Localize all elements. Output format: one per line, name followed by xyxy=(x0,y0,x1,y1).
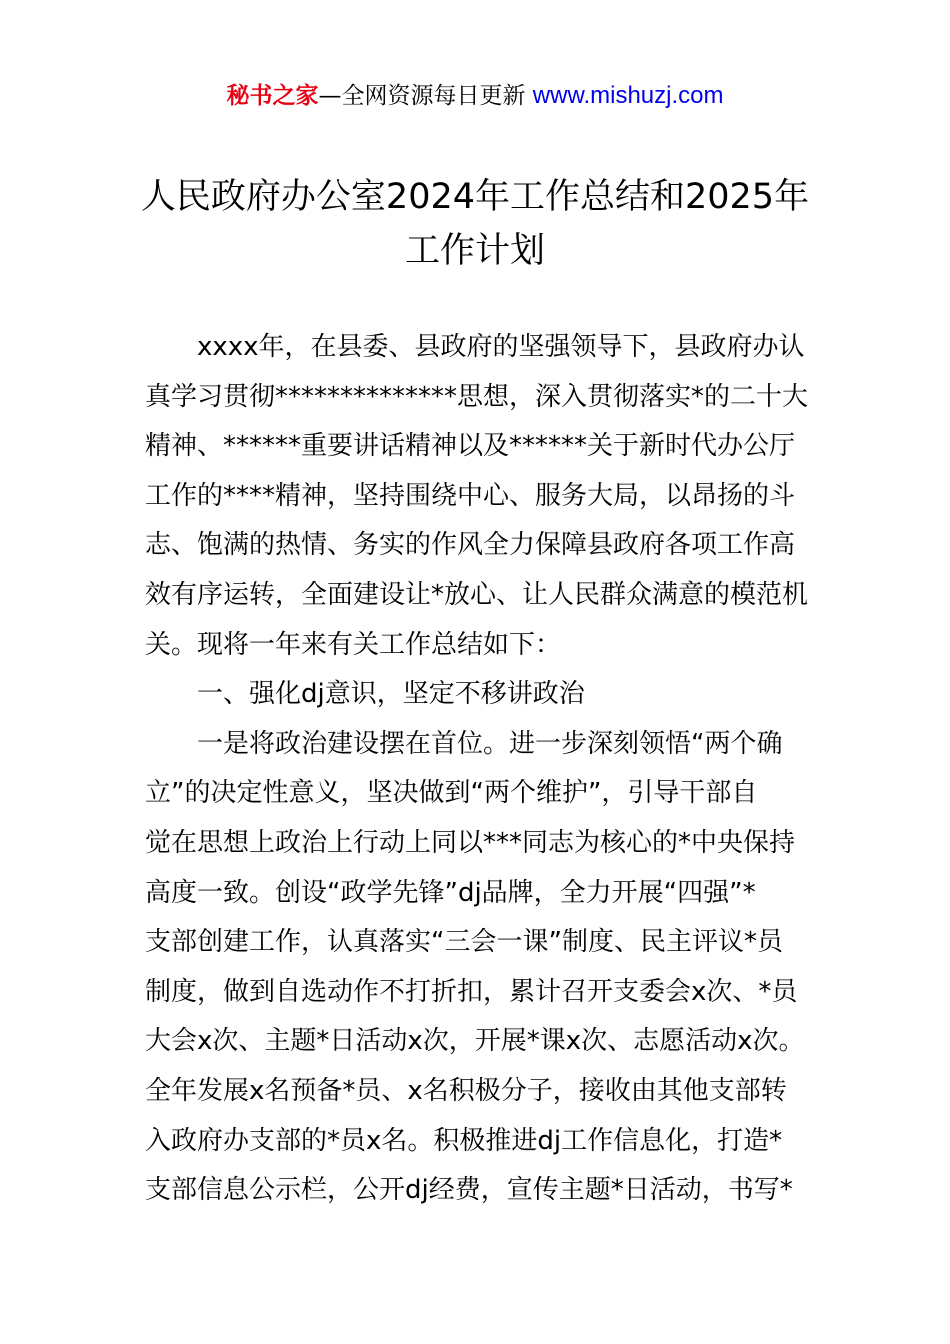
body-line: 一是将政治建设摆在首位。进一步深刻领悟“两个确 xyxy=(197,728,783,759)
body-line: 入政府办支部的*员x名。积极推进dj工作信息化，打造* xyxy=(145,1125,783,1156)
body-line: 制度，做到自选动作不打折扣，累计召开支委会x次、*员 xyxy=(145,976,798,1007)
body-line: 精神、******重要讲话精神以及******关于新时代办公厅 xyxy=(145,431,796,462)
body-line: 真学习贯彻**************思想，深入贯彻落实*的二十大 xyxy=(145,381,809,412)
site-banner xyxy=(0,78,950,114)
site-url-link[interactable]: www.mishuzj.com xyxy=(532,82,724,109)
document-body xyxy=(145,323,825,1216)
banner-tagline: 全网资源每日更新 xyxy=(341,83,533,109)
body-line: 支部信息公示栏，公开dj经费，宣传主题*日活动，书写* xyxy=(145,1175,793,1206)
banner-separator: — xyxy=(318,83,342,109)
body-line: 支部创建工作，认真落实“三会一课”制度、民主评议*员 xyxy=(145,927,783,958)
document-title xyxy=(120,170,830,278)
body-line: 效有序运转，全面建设让*放心、让人民群众满意的模范机 xyxy=(145,579,809,610)
document-title-line: 工作计划 xyxy=(404,231,545,271)
site-brand-name: 秘书之家 xyxy=(226,83,319,109)
section-heading: 一、强化dj意识，坚定不移讲政治 xyxy=(197,679,585,710)
body-line: 工作的****精神，坚持围绕中心、服务大局，以昂扬的斗 xyxy=(145,480,796,511)
body-line: 关。现将一年来有关工作总结如下： xyxy=(145,629,562,660)
body-line: xxxx年，在县委、县政府的坚强领导下，县政府办认 xyxy=(197,332,805,362)
body-line: 觉在思想上政治上行动上同以***同志为核心的*中央保持 xyxy=(145,827,796,858)
body-line: 立”的决定性意义，坚决做到“两个维护”，引导干部自 xyxy=(145,778,758,809)
body-line: 志、饱满的热情、务实的作风全力保障县政府各项工作高 xyxy=(145,530,796,561)
body-line: 大会x次、主题*日活动x次，开展*课x次、志愿活动x次。 xyxy=(145,1026,805,1057)
body-line: 全年发展x名预备*员、x名积极分子，接收由其他支部转 xyxy=(145,1075,787,1106)
body-line: 高度一致。创设“政学先锋”dj品牌，全力开展“四强”* xyxy=(145,877,756,908)
document-title-line: 人民政府办公室2024年工作总结和2025年 xyxy=(140,177,810,217)
